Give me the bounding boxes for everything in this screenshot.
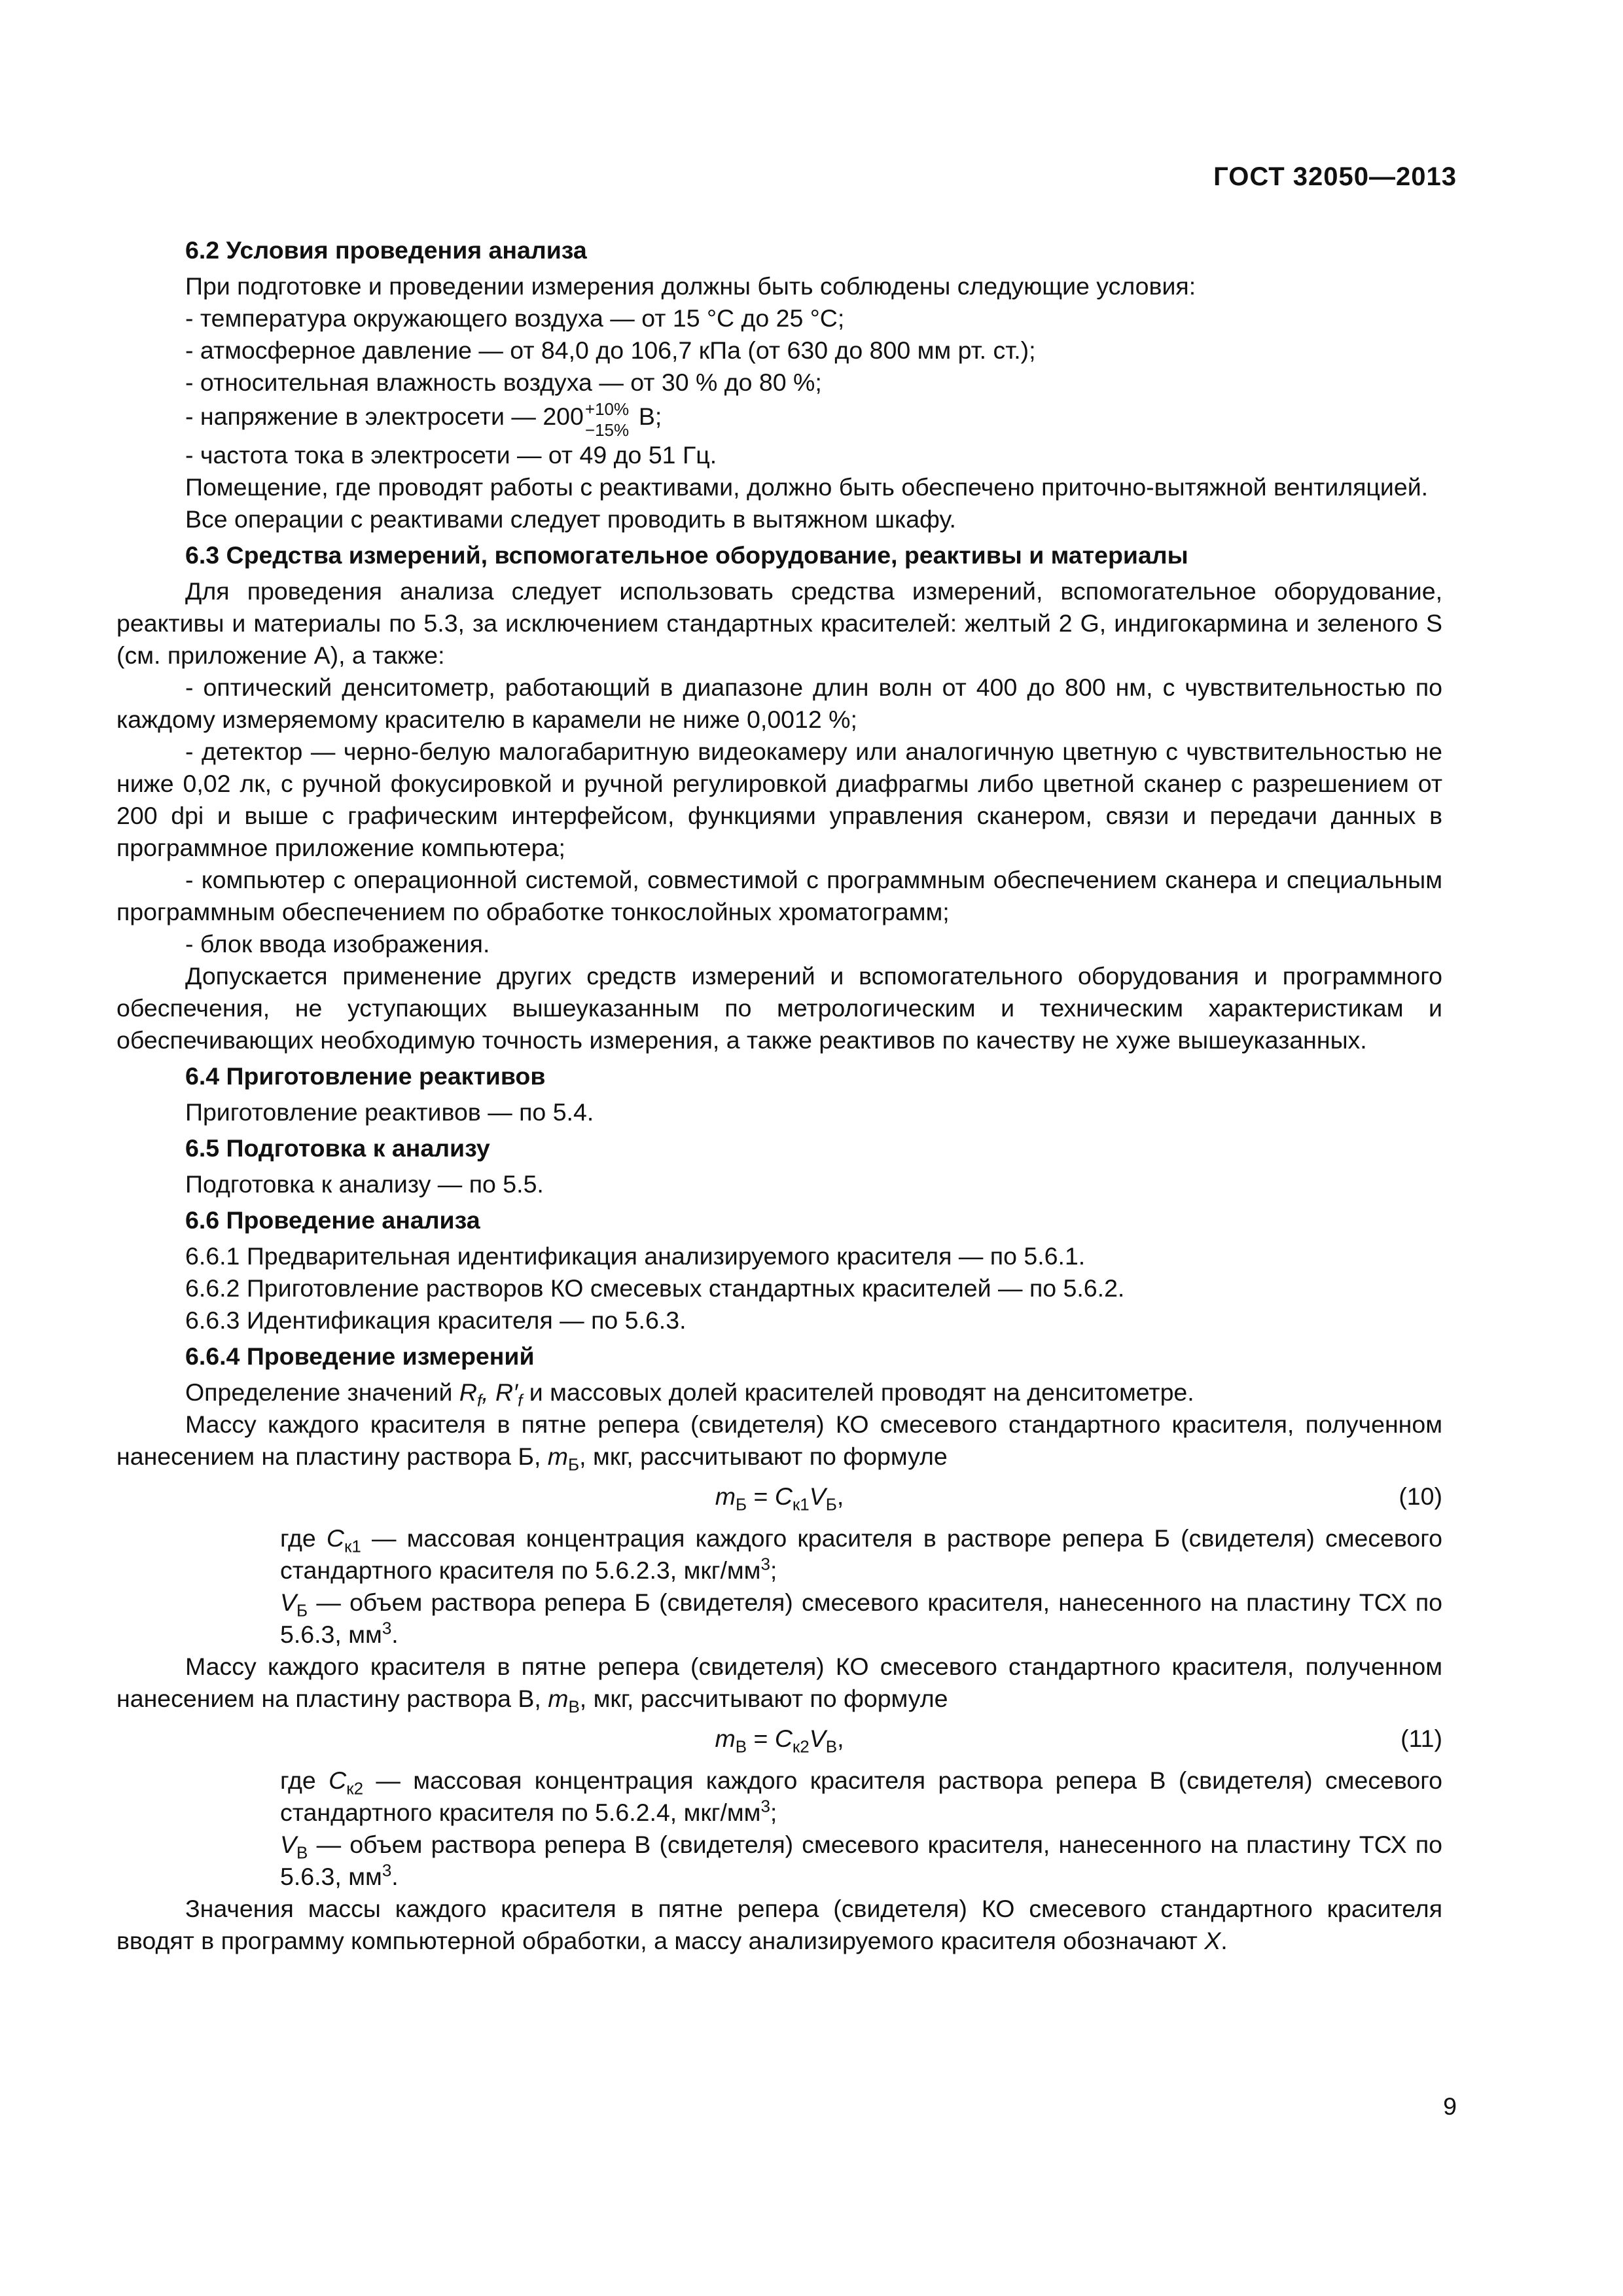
voltage-unit: В; xyxy=(638,402,662,430)
where-ck1-text: — массовая концентрация каждого красителя в растворе репера Б (свидетеля) смесевого стандартного красителя по 5.6.2.3, мкг/$мм^3$; xyxy=(280,1524,1443,1584)
section-6-6-4-title: 6.6.4 Проведение измерений xyxy=(185,1342,535,1370)
rf-symbol: $R_f$, $R'_f$ xyxy=(459,1378,523,1410)
s63-item-densitometer: - оптический денситометр, работающий в диапазоне длин волн от 400 до 800 нм, с чувствительностью по каждому измеряемому красителю в карамели не ниже 0,0012 %; xyxy=(116,673,1442,733)
formula-11 xyxy=(116,1720,1442,1759)
s63-paragraph-1: Для проведения анализа следует использовать средства измерений, вспомогательное оборудование, реактивы и материалы по 5.3, за исключением стандартных красителей: желтый 2 G, индигокармина и зеленого S (см. приложение А), а также: xyxy=(116,577,1442,669)
s664-p4-text: Значения массы каждого красителя в пятне репера (свидетеля) КО смесевого стандартного красителя вводят в программу компьютерной обработки, а массу анализируемого красителя обозначают xyxy=(116,1895,1442,1954)
s66-item-3: 6.6.3 Идентификация красителя — по 5.6.3. xyxy=(185,1306,687,1334)
s664-paragraph-3 xyxy=(116,1651,1442,1715)
document-body xyxy=(116,230,1442,1957)
s664-p3-text-end: , мкг, рассчитывают по формуле xyxy=(579,1685,948,1712)
s62-fume-hood-paragraph: Все операции с реактивами следует проводить в вытяжном шкафу. xyxy=(185,505,956,533)
where-ck2 xyxy=(116,1765,1442,1829)
s62-intro: При подготовке и проведении измерения должны быть соблюдены следующие условия: xyxy=(185,272,1196,300)
where-vb xyxy=(116,1587,1442,1651)
s664-paragraph-1 xyxy=(116,1376,1442,1408)
s63-item-image-input: - блок ввода изображения. xyxy=(185,930,490,958)
where-ck2-text: — массовая концентрация каждого красителя раствора репера В (свидетеля) смесевого стандартного красителя по 5.6.2.4, мкг/$мм^3$; xyxy=(280,1767,1442,1826)
section-6-3-title: 6.3 Средства измерений, вспомогательное оборудование, реактивы и материалы xyxy=(185,541,1188,569)
section-6-2-title: 6.2 Условия проведения анализа xyxy=(185,236,587,264)
where-vb-symbol: $V_Б$ xyxy=(280,1588,308,1621)
where-vv-text: — объем раствора репера В (свидетеля) смесевого красителя, нанесенного на пластину ТСХ по 5.6.3, $мм^3$. xyxy=(280,1831,1442,1890)
page-number: 9 xyxy=(1443,2092,1457,2120)
voltage-tolerance-down: −15% xyxy=(584,420,630,440)
where-vb-text: — объем раствора репера Б (свидетеля) смесевого красителя, нанесенного на пластину ТСХ по 5.6.3, $мм^3$. xyxy=(280,1588,1442,1648)
section-6-6-title: 6.6 Проведение анализа xyxy=(185,1206,480,1234)
standard-code: ГОСТ 32050—2013 xyxy=(1213,162,1457,191)
s664-p1-text: Определение значений xyxy=(185,1378,459,1406)
s63-item-computer: - компьютер с операционной системой, совместимой с программным обеспечением сканера и специальным программным обеспечением по обработке тонкослойных хроматограмм; xyxy=(116,866,1442,925)
m-symbol-2: m xyxy=(548,1685,569,1712)
s62-condition-frequency: - частота тока в электросети — от 49 до 51 Гц. xyxy=(185,441,717,469)
voltage-text: - напряжение в электросети — 200 xyxy=(185,402,584,430)
s62-condition-humidity: - относительная влажность воздуха — от 30 % до 80 %; xyxy=(185,368,822,396)
where-ck2-symbol: где $C_{к2}$ xyxy=(280,1767,364,1799)
formula-11-expression: $m_В = C_{к2}V_В$, xyxy=(715,1725,844,1757)
s64-paragraph: Приготовление реактивов — по 5.4. xyxy=(185,1098,594,1126)
s62-ventilation-paragraph: Помещение, где проводят работы с реактивами, должно быть обеспечено приточно-вытяжной вентиляцией. xyxy=(185,473,1429,501)
s62-condition-temperature: - температура окружающего воздуха — от 15 °С до 25 °С; xyxy=(185,304,845,332)
s664-paragraph-4: Значения массы каждого красителя в пятне репера (свидетеля) КО смесевого стандартного красителя вводят в программу компьютерной обработки, а массу анализируемого красителя обозначают X. xyxy=(116,1895,1442,1954)
formula-10 xyxy=(116,1478,1442,1517)
s664-p3-text: Массу каждого красителя в пятне репера (свидетеля) КО смесевого стандартного красителя, полученном нанесением на пластину раствора В, xyxy=(116,1653,1442,1712)
s62-condition-voltage xyxy=(116,399,1442,439)
m-subscript-2: В xyxy=(568,1696,580,1717)
where-vv xyxy=(116,1829,1442,1893)
s664-paragraph-2 xyxy=(116,1408,1442,1473)
m-subscript: Б xyxy=(568,1454,580,1475)
s664-p1-text-end: и массовых долей красителей проводят на денситометре. xyxy=(522,1378,1194,1406)
s63-item-detector: - детектор — черно-белую малогабаритную видеокамеру или аналогичную цветную с чувствительностью не ниже 0,02 лк, с ручной фокусировкой и ручной регулировкой диафрагмы либо цветной сканер с разрешением от 200 dpi и выше с графическим интерфейсом, функциями управления сканером, связи и передачи данных в программное приложение компьютера; xyxy=(116,738,1442,861)
x-symbol: X xyxy=(1204,1927,1221,1954)
s664-p2-text-end: , мкг, рассчитывают по формуле xyxy=(579,1443,948,1470)
s62-condition-pressure: - атмосферное давление — от 84,0 до 106,7 кПа (от 630 до 800 мм рт. ст.); xyxy=(185,336,1036,364)
s66-item-2: 6.6.2 Приготовление растворов КО смесевых стандартных красителей — по 5.6.2. xyxy=(185,1274,1125,1302)
formula-10-expression: $m_Б = C_{к1}V_Б$, xyxy=(715,1482,844,1515)
voltage-tolerance-up: +10% xyxy=(584,399,630,419)
section-6-4-title: 6.4 Приготовление реактивов xyxy=(185,1062,546,1090)
s664-p2-text: Массу каждого красителя в пятне репера (свидетеля) КО смесевого стандартного красителя, полученном нанесением на пластину раствора Б, xyxy=(116,1410,1442,1470)
where-ck1 xyxy=(116,1522,1442,1587)
formula-11-number: (11) xyxy=(1400,1725,1442,1752)
s65-paragraph: Подготовка к анализу — по 5.5. xyxy=(185,1170,544,1198)
section-6-5-title: 6.5 Подготовка к анализу xyxy=(185,1134,490,1162)
where-vv-symbol: $V_В$ xyxy=(280,1831,308,1863)
m-symbol: m xyxy=(547,1443,569,1470)
voltage-tolerance xyxy=(584,399,630,438)
where-ck1-symbol: где $C_{к1}$ xyxy=(280,1524,361,1556)
s66-item-1: 6.6.1 Предварительная идентификация анализируемого красителя — по 5.6.1. xyxy=(185,1242,1086,1270)
formula-10-number: (10) xyxy=(1399,1482,1442,1510)
s63-paragraph-2: Допускается применение других средств измерений и вспомогательного оборудования и программного обеспечения, не уступающих вышеуказанным по метрологическим и техническим характеристикам и обеспечивающих необходимую точность измерения, а также реактивов по качеству не хуже вышеуказанных. xyxy=(116,962,1442,1054)
